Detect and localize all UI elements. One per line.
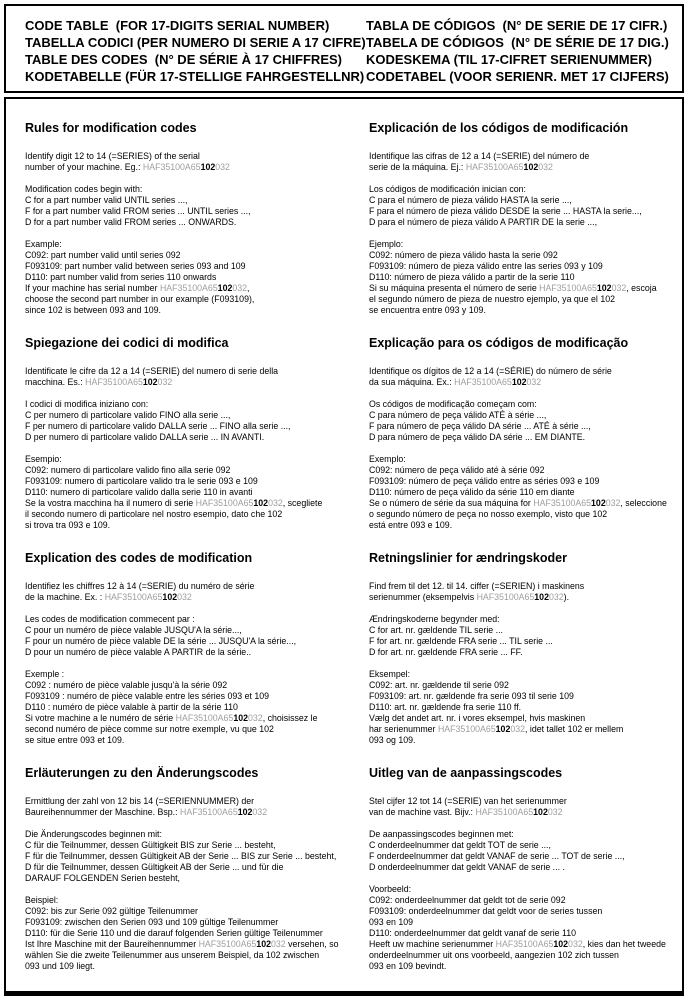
serial-series-digits: 102 [256, 939, 271, 949]
text-line: Ermittlung der zahl von 12 bis 14 (=SERIENNUMMER) der [25, 796, 255, 806]
serial-series-digits: 102 [596, 283, 612, 293]
text-line: Beispiel: [25, 895, 59, 905]
serial-number-example [180, 807, 267, 817]
text-line: D110 : numéro de pièce valable à partir de la série 110 [25, 702, 238, 712]
serial-series-digits: 102 [142, 377, 158, 387]
text-line: F093109: numero di particolare valido tra le serie 093 e 109 [25, 476, 258, 486]
text-line: el segundo número de pieza de nuestro ejemplo, ya que el 102 [369, 294, 615, 304]
serial-number-example [533, 498, 620, 508]
paragraph [25, 581, 355, 603]
paragraph [25, 829, 355, 884]
text-line: Se la vostra macchina ha il numero di serie HAF35100A65102032, scegliete [25, 498, 323, 508]
text-line: Modification codes begin with: [25, 184, 143, 194]
serial-muted-digits: HAF35100A65 [465, 162, 524, 172]
serial-number-example [105, 592, 192, 602]
text-line: está entre 093 e 109. [369, 520, 453, 530]
section-danish [369, 551, 670, 766]
text-line: Find frem til det 12. til 14. ciffer (=SERIEN) i maskinens [369, 581, 585, 591]
text-line: har serienummer HAF35100A65102032, idet tallet 102 er mellem [369, 724, 624, 734]
text-line: D para número de peça válido DA série ... EM DIANTE. [369, 432, 586, 442]
text-line: 093 en 109 bevindt. [369, 961, 447, 971]
section-spanish [369, 121, 670, 336]
paragraph [369, 581, 670, 603]
title-header-box [4, 4, 684, 93]
paragraph [25, 895, 355, 972]
header-title-italian: TABELLA CODICI (PER NUMERO DI SERIE A 17 CIFRE) [25, 35, 366, 50]
text-line: F093109: part number valid between series 093 and 109 [25, 261, 246, 271]
text-line: I codici di modifica iniziano con: [25, 399, 149, 409]
serial-series-digits: 102 [591, 498, 606, 508]
text-line: F per numero di particolare valido DALLA serie ... FINO alla serie ..., [25, 421, 291, 431]
text-line: Os códigos de modificação começam com: [369, 399, 537, 409]
text-line: macchina. Es.: HAF35100A65102032 [25, 377, 173, 387]
text-line: D110: für die Serie 110 und die darauf folgenden Serien gültige Teilenummer [25, 928, 323, 938]
paragraph [369, 669, 670, 746]
serial-muted-digits: 032 [232, 283, 248, 293]
text-line: F für die Teilnummer, dessen Gültigkeit AB der Serie ... BIS zur Serie ... besteht, [25, 851, 337, 861]
serial-number-example [539, 283, 626, 293]
serial-muted-digits: HAF35100A65 [142, 162, 201, 172]
section-title-italian: Spiegazione dei codici di modifica [25, 336, 229, 350]
paragraph [25, 151, 355, 173]
text-line: Si su máquina presenta el número de serie HAF35100A65102032, escoja [369, 283, 657, 293]
serial-series-digits: 102 [162, 592, 178, 602]
paragraph [369, 614, 670, 658]
text-line: Baureihennummer der Maschine. Bsp.: HAF35100A65102032 [25, 807, 268, 817]
text-line: de la machine. Ex. : HAF35100A65102032 [25, 592, 192, 602]
text-line: Los códigos de modificación inician con: [369, 184, 526, 194]
serial-number-example [196, 498, 283, 508]
text-line: da sua máquina. Ex.: HAF35100A65102032 [369, 377, 542, 387]
paragraph [369, 366, 670, 388]
serial-muted-digits: HAF35100A65 [85, 377, 143, 387]
header-title-portuguese: TABELA DE CÓDIGOS (N° DE SÉRIE DE 17 DIG.) [366, 35, 669, 50]
serial-number-example [199, 939, 286, 949]
text-line: F para número de peça válido DA série ... ATÉ à série ..., [369, 421, 591, 431]
text-line: F093109: zwischen den Serien 093 und 109 gültige Teilenummer [25, 917, 279, 927]
header-title-french: TABLE DES CODES (N° DE SÉRIE À 17 CHIFFRES) [25, 52, 342, 67]
text-line: C092: numero di particolare valido fino alla serie 092 [25, 465, 231, 475]
serial-muted-digits: HAF35100A65 [180, 807, 238, 817]
text-line: Identifique las cifras de 12 a 14 (=SERIE) del número de [369, 151, 590, 161]
serial-muted-digits: 032 [157, 377, 173, 387]
paragraph [369, 454, 670, 531]
serial-muted-digits: 032 [526, 377, 542, 387]
text-line: 093 og 109. [369, 735, 416, 745]
serial-muted-digits: HAF35100A65 [475, 807, 534, 817]
serial-muted-digits: 032 [177, 592, 192, 602]
serial-muted-digits: 032 [268, 498, 283, 508]
serial-number-example [176, 713, 263, 723]
section-dutch [369, 766, 670, 981]
text-line: wählen Sie die zweite Teilenummer aus unserem Beispiel, da 102 zwischen [25, 950, 320, 960]
text-line: C per numero di particolare valido FINO alla serie ..., [25, 410, 231, 420]
paragraph [25, 614, 355, 658]
text-line: F093109: art. nr. gældende fra serie 093 til serie 109 [369, 691, 574, 701]
serial-muted-digits: HAF35100A65 [104, 592, 163, 602]
text-line: Ist Ihre Maschine mit der Baureihennummer HAF35100A65102032 versehen, so [25, 939, 339, 949]
section-title-french: Explication des codes de modification [25, 551, 253, 565]
section-title-spanish: Explicación de los códigos de modificación [369, 121, 629, 135]
text-line: D110: numero di particolare valido dalla serie 110 in avanti [25, 487, 253, 497]
text-line: C for art. nr. gældende TIL serie ... [369, 625, 503, 635]
text-line: C pour un numéro de pièce valable JUSQU'A la série..., [25, 625, 242, 635]
text-line: D for art. nr. gældende FRA serie ... FF. [369, 647, 523, 657]
serial-series-digits: 102 [217, 283, 233, 293]
serial-muted-digits: 032 [548, 592, 564, 602]
text-line: 093 und 109 liegt. [25, 961, 95, 971]
header-left-titles [25, 17, 366, 91]
text-line: C092: número de pieza válido hasta la serie 092 [369, 250, 558, 260]
text-line: choose the second part number in our example (F093109), [25, 294, 255, 304]
text-line: Esempio: [25, 454, 62, 464]
text-line: F pour un numéro de pièce valable DE la série ... JUSQU'A la série..., [25, 636, 297, 646]
text-line: Ændringskoderne begynder med: [369, 614, 500, 624]
text-line: F093109: número de peça válido entre as séries 093 e 109 [369, 476, 600, 486]
text-line: 093 en 109 [369, 917, 414, 927]
text-line: se encuentra entre 093 y 109. [369, 305, 486, 315]
serial-muted-digits: HAF35100A65 [454, 377, 512, 387]
serial-muted-digits: 032 [547, 807, 563, 817]
serial-number-example [85, 377, 172, 387]
paragraph [369, 239, 670, 316]
text-line: serienummer (eksempelvis HAF35100A65102032). [369, 592, 570, 602]
text-line: F for art. nr. gældende FRA serie ... TIL serie ... [369, 636, 553, 646]
text-line: Identifiez les chiffres 12 à 14 (=SERIE) du numéro de série [25, 581, 255, 591]
text-line: Se o número de série da sua máquina for HAF35100A65102032, seleccione [369, 498, 667, 508]
section-portuguese [369, 336, 670, 551]
text-line: Voorbeeld: [369, 884, 412, 894]
serial-series-digits: 102 [511, 377, 527, 387]
text-line: Stel cijfer 12 tot 14 (=SERIE) van het serienummer [369, 796, 567, 806]
serial-number-example [496, 939, 583, 949]
text-line: Identifique os dígitos de 12 a 14 (=SÉRIE) do número de série [369, 366, 612, 376]
serial-muted-digits: 032 [270, 939, 286, 949]
section-english [25, 121, 355, 336]
text-line: D para el número de pieza válido A PARTIR DE la serie ..., [369, 217, 598, 227]
serial-series-digits: 102 [495, 724, 511, 734]
text-line: D pour un numéro de pièce valable A PARTIR de la série.. [25, 647, 252, 657]
serial-muted-digits: 032 [538, 162, 553, 172]
header-right-titles [366, 17, 669, 91]
serial-number-example [143, 162, 230, 172]
serial-muted-digits: 032 [252, 807, 268, 817]
section-french [25, 551, 355, 766]
content-box [4, 97, 684, 996]
serial-muted-digits: 032 [605, 498, 621, 508]
serial-number-example [477, 592, 564, 602]
serial-series-digits: 102 [534, 592, 549, 602]
header-title-german: KODETABELLE (FÜR 17-STELLIGE FAHRGESTELLNR) [25, 69, 365, 84]
serial-muted-digits: 032 [248, 713, 263, 723]
serial-muted-digits: HAF35100A65 [533, 498, 592, 508]
paragraph [369, 796, 670, 818]
section-italian [25, 336, 355, 551]
paragraph [25, 454, 355, 531]
section-title-dutch: Uitleg van de aanpassingscodes [369, 766, 563, 780]
text-line: If your machine has serial number HAF35100A65102032, [25, 283, 250, 293]
serial-series-digits: 102 [233, 713, 249, 723]
text-line: C para el número de pieza válido HASTA la serie ..., [369, 195, 572, 205]
serial-muted-digits: 032 [510, 724, 526, 734]
header-title-spanish: TABLA DE CÓDIGOS (N° DE SERIE DE 17 CIFR.) [366, 18, 668, 33]
text-line: Exemplo: [369, 454, 406, 464]
text-line: D110: art. nr. gældende fra serie 110 ff. [369, 702, 522, 712]
text-line: D110: número de pieza válido a partir de la serie 110 [369, 272, 575, 282]
text-line: C092 : numéro de pièce valable jusqu'à la série 092 [25, 680, 228, 690]
text-line: D für die Teilnummer, dessen Gültigkeit AB der Serie ... und für die [25, 862, 284, 872]
text-line: F093109: número de pieza válido entre las series 093 y 109 [369, 261, 603, 271]
text-line: onderdeelnummer uit ons voorbeeld, aangezien 102 zich tussen [369, 950, 619, 960]
text-line: Die Änderungscodes beginnen mit: [25, 829, 162, 839]
text-line: since 102 is between 093 and 109. [25, 305, 161, 315]
paragraph [369, 884, 670, 972]
section-title-danish: Retningslinier for ændringskoder [369, 551, 567, 565]
serial-series-digits: 102 [533, 807, 548, 817]
serial-series-digits: 102 [553, 939, 569, 949]
section-title-german: Erläuterungen zu den Änderungscodes [25, 766, 259, 780]
paragraph [25, 399, 355, 443]
serial-muted-digits: HAF35100A65 [495, 939, 554, 949]
header-title-english: CODE TABLE (FOR 17-DIGITS SERIAL NUMBER) [25, 18, 330, 33]
text-line: F093109 : numéro de pièce valable entre les séries 093 et 109 [25, 691, 270, 701]
text-line: F onderdeelnummer dat geldt VANAF de serie ... TOT de serie ..., [369, 851, 625, 861]
paragraph [369, 829, 670, 873]
section-title-portuguese: Explicação para os códigos de modificação [369, 336, 629, 350]
text-line: C onderdeelnummer dat geldt TOT de serie ..., [369, 840, 551, 850]
text-line: D onderdeelnummer dat geldt VANAF de serie ... . [369, 862, 565, 872]
text-line: van de machine vast. Bijv.: HAF35100A65102032 [369, 807, 563, 817]
paragraph [369, 151, 670, 173]
text-line: il secondo numero di particolare nel nostro esempio, dato che 102 [25, 509, 283, 519]
text-line: Identify digit 12 to 14 (=SERIES) of the serial [25, 151, 200, 161]
text-line: Example: [25, 239, 62, 249]
header-title-danish: KODESKEMA (TIL 17-CIFRET SERIENUMMER) [366, 52, 653, 67]
paragraph [25, 669, 355, 746]
serial-muted-digits: HAF35100A65 [198, 939, 257, 949]
paragraph [25, 366, 355, 388]
header-title-dutch: CODETABEL (VOOR SERIENR. MET 17 CIJFERS) [366, 69, 669, 84]
text-line: D110: número de peça válido da série 110 em diante [369, 487, 575, 497]
serial-muted-digits: HAF35100A65 [437, 724, 496, 734]
text-line: Exemple : [25, 669, 65, 679]
text-line: De aanpassingscodes beginnen met: [369, 829, 514, 839]
text-line: Identificate le cifre da 12 a 14 (=SERIE) del numero di serie della [25, 366, 279, 376]
paragraph [369, 184, 670, 228]
paragraph [25, 796, 355, 818]
text-line: C092: número de peça válido até à série 092 [369, 465, 545, 475]
text-line: se situe entre 093 et 109. [25, 735, 125, 745]
text-line: C for a part number valid UNTIL series ..., [25, 195, 188, 205]
serial-number-example [438, 724, 525, 734]
serial-number-example [466, 162, 553, 172]
text-line: second numéro de pièce comme sur notre exemple, vu que 102 [25, 724, 274, 734]
text-line: Ejemplo: [369, 239, 404, 249]
section-german [25, 766, 355, 981]
serial-muted-digits: HAF35100A65 [539, 283, 597, 293]
text-line: Eksempel: [369, 669, 411, 679]
section-title-english: Rules for modification codes [25, 121, 197, 135]
text-line: C für die Teilnummer, dessen Gültigkeit BIS zur Serie ... besteht, [25, 840, 276, 850]
serial-series-digits: 102 [523, 162, 539, 172]
sections-grid [25, 121, 670, 981]
text-line: Heeft uw machine serienummer HAF35100A65102032, kies dan het tweede [369, 939, 666, 949]
text-line: D110: part number valid from series 110 onwards [25, 272, 217, 282]
text-line: Si votre machine a le numéro de série HAF35100A65102032, choisissez le [25, 713, 318, 723]
text-line: D for a part number valid FROM series ... ONWARDS. [25, 217, 237, 227]
text-line: number of your machine. Eg.: HAF35100A65102032 [25, 162, 230, 172]
text-line: DARAUF FOLGENDEN Serien besteht, [25, 873, 180, 883]
text-line: Vælg det andet art. nr. i vores eksempel, hvis maskinen [369, 713, 586, 723]
serial-number-example [475, 807, 562, 817]
serial-series-digits: 102 [237, 807, 253, 817]
text-line: Les codes de modification commecent par : [25, 614, 195, 624]
text-line: C092: art. nr. gældende til serie 092 [369, 680, 509, 690]
text-line: D per numero di particolare valido DALLA serie ... IN AVANTI. [25, 432, 265, 442]
paragraph [25, 184, 355, 228]
text-line: C092: onderdeelnummer dat geldt tot de serie 092 [369, 895, 566, 905]
text-line: F for a part number valid FROM series ... UNTIL series ..., [25, 206, 251, 216]
paragraph [25, 239, 355, 316]
serial-muted-digits: 032 [568, 939, 583, 949]
text-line: si trova tra 093 e 109. [25, 520, 111, 530]
serial-muted-digits: HAF35100A65 [195, 498, 254, 508]
text-line: o segundo número de peça no nosso exemplo, visto que 102 [369, 509, 608, 519]
serial-number-example [160, 283, 247, 293]
text-line: C092: bis zur Serie 092 gültige Teilenummer [25, 906, 198, 916]
text-line: F para el número de pieza válido DESDE la serie ... HASTA la serie..., [369, 206, 642, 216]
serial-series-digits: 102 [253, 498, 269, 508]
text-line: C para número de peça válido ATÉ à série ..., [369, 410, 547, 420]
text-line: serie de la máquina. Ej.: HAF35100A65102032 [369, 162, 553, 172]
paragraph [369, 399, 670, 443]
text-line: C092: part number valid until series 092 [25, 250, 181, 260]
serial-muted-digits: 032 [611, 283, 627, 293]
serial-muted-digits: HAF35100A65 [159, 283, 218, 293]
serial-muted-digits: 032 [215, 162, 230, 172]
serial-muted-digits: HAF35100A65 [476, 592, 535, 602]
text-line: F093109: onderdeelnummer dat geldt voor de series tussen [369, 906, 603, 916]
serial-muted-digits: HAF35100A65 [175, 713, 234, 723]
serial-series-digits: 102 [200, 162, 216, 172]
text-line: D110: onderdeelnummer dat geldt vanaf de serie 110 [369, 928, 577, 938]
serial-number-example [454, 377, 541, 387]
